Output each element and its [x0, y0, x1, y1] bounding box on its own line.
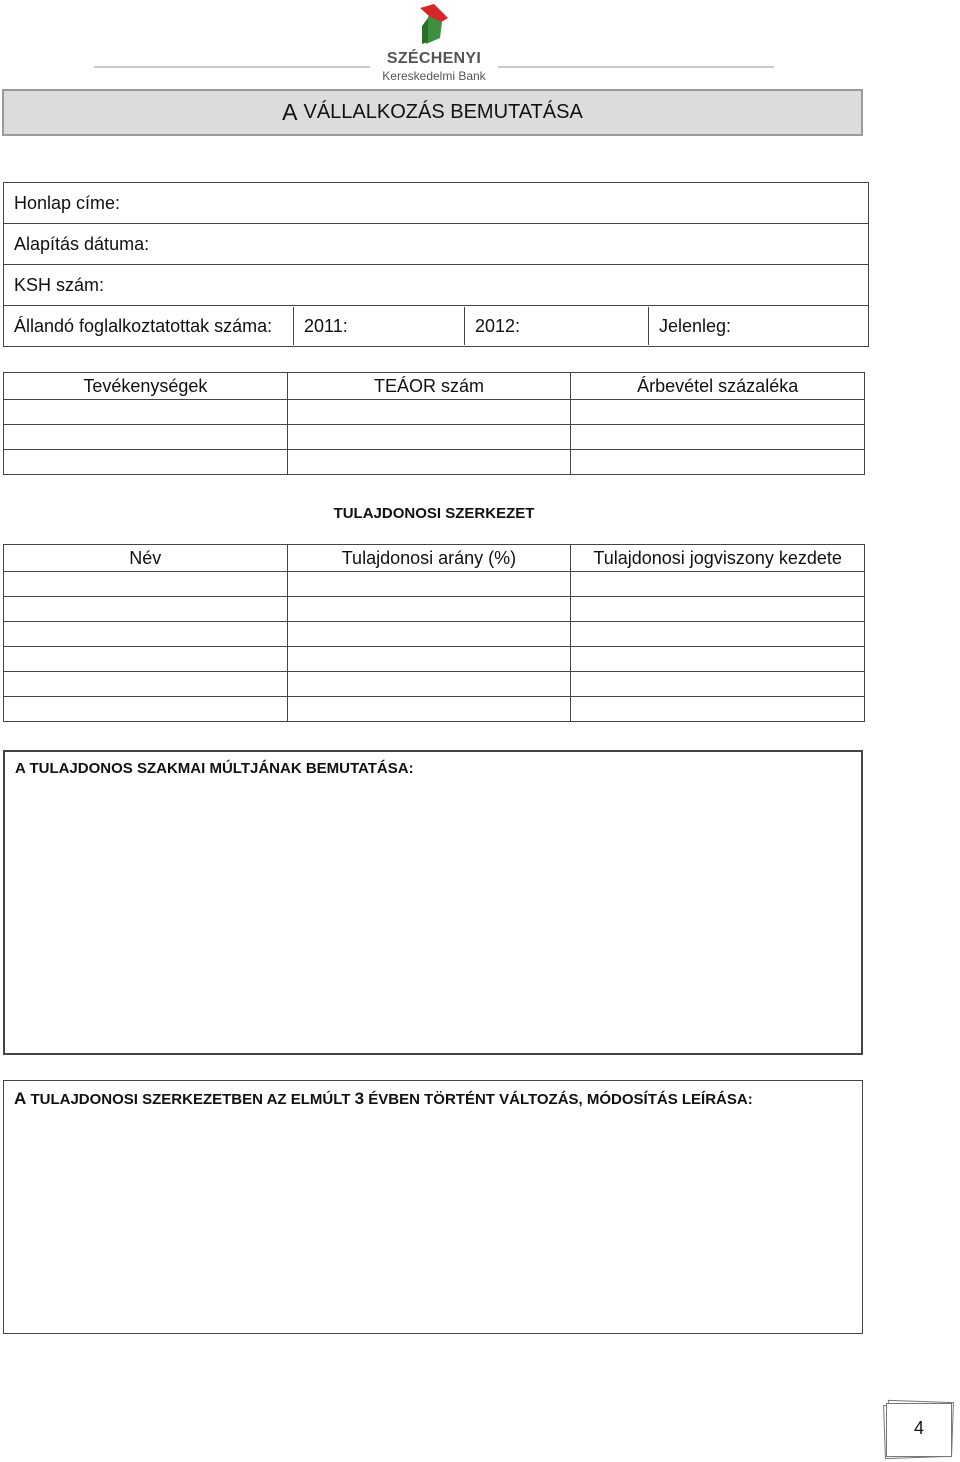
table-cell[interactable]: [287, 597, 571, 622]
table-cell[interactable]: [4, 425, 288, 450]
employees-current-field[interactable]: Jelenleg:: [659, 315, 732, 336]
table-header-row: [4, 545, 865, 572]
table-cell[interactable]: [287, 425, 571, 450]
page-title-rest: VÁLLALKOZÁS BEMUTATÁSA: [303, 101, 583, 123]
table-row: [4, 697, 865, 722]
column-header: TEÁOR szám: [287, 373, 571, 400]
founded-label: Alapítás dátuma:: [14, 233, 150, 254]
table-row: [4, 450, 865, 475]
column-header: Árbevétel százaléka: [571, 373, 865, 400]
table-cell[interactable]: [4, 622, 288, 647]
table-cell[interactable]: [287, 672, 571, 697]
owner-background-label: A TULAJDONOS SZAKMAI MÚLTJÁNAK BEMUTATÁSA:: [15, 760, 414, 777]
table-row: [4, 572, 865, 597]
table-cell[interactable]: [287, 647, 571, 672]
table-cell[interactable]: [571, 572, 865, 597]
header-rule-right: [498, 66, 774, 68]
table-cell[interactable]: [287, 697, 571, 722]
table-row: [4, 425, 865, 450]
page-title-initial: A: [282, 99, 298, 125]
ownership-table: [3, 544, 865, 722]
column-header: Tevékenységek: [4, 373, 288, 400]
ownership-changes-label-rest: ÉVBEN TÖRTÉNT VÁLTOZÁS, MÓDOSÍTÁS LEÍRÁSA:: [368, 1091, 753, 1108]
employees-label: Állandó foglalkoztatottak száma:: [4, 307, 294, 345]
table-cell[interactable]: [571, 400, 865, 425]
table-row: [4, 400, 865, 425]
ownership-changes-label-mid: TULAJDONOSI SZERKEZETBEN AZ ELMÚLT: [30, 1091, 351, 1108]
website-label: Honlap címe:: [14, 192, 121, 213]
page-title: [2, 89, 863, 136]
table-row: [4, 597, 865, 622]
table-cell[interactable]: [571, 450, 865, 475]
page-number: 4: [913, 1418, 924, 1438]
page-number-badge: [884, 1400, 954, 1458]
table-cell[interactable]: [4, 400, 288, 425]
brand-subtitle: Kereskedelmi Bank: [382, 69, 486, 83]
website-field[interactable]: [4, 183, 869, 224]
table-row: [4, 306, 869, 347]
logo-mark-icon: [382, 4, 486, 54]
table-row: [4, 647, 865, 672]
founded-field[interactable]: [4, 224, 869, 265]
table-cell[interactable]: [4, 697, 288, 722]
ownership-changes-label-number: 3: [354, 1089, 365, 1108]
column-header: Tulajdonosi arány (%): [287, 545, 571, 572]
table-cell[interactable]: [4, 647, 288, 672]
table-cell[interactable]: [571, 622, 865, 647]
table-cell[interactable]: [4, 572, 288, 597]
column-header: Név: [4, 545, 288, 572]
owner-background-box[interactable]: [3, 750, 863, 1055]
table-row: [4, 622, 865, 647]
ownership-changes-box[interactable]: [3, 1080, 863, 1334]
activities-table: [3, 372, 865, 475]
table-header-row: [4, 373, 865, 400]
header-rule-left: [94, 66, 370, 68]
table-cell[interactable]: [571, 647, 865, 672]
table-row: [4, 183, 869, 224]
table-cell[interactable]: [287, 400, 571, 425]
column-header: Tulajdonosi jogviszony kezdete: [571, 545, 865, 572]
table-cell[interactable]: [4, 597, 288, 622]
company-info-table: [3, 182, 869, 347]
table-cell[interactable]: [571, 425, 865, 450]
employees-row: [4, 306, 869, 347]
table-row: [4, 265, 869, 306]
ksh-label: KSH szám:: [14, 274, 105, 295]
ownership-section-title: TULAJDONOSI SZERKEZET: [333, 505, 535, 522]
ownership-changes-label: [14, 1089, 753, 1109]
table-cell[interactable]: [571, 672, 865, 697]
ksh-field[interactable]: [4, 265, 869, 306]
table-cell[interactable]: [287, 450, 571, 475]
employees-2011-field[interactable]: 2011:: [294, 307, 465, 345]
table-cell[interactable]: [571, 697, 865, 722]
table-cell[interactable]: [287, 572, 571, 597]
table-row: [4, 672, 865, 697]
table-cell[interactable]: [4, 672, 288, 697]
table-cell[interactable]: [4, 450, 288, 475]
table-cell[interactable]: [287, 622, 571, 647]
table-row: [4, 224, 869, 265]
ownership-changes-label-initial: A: [14, 1089, 27, 1108]
table-cell[interactable]: [571, 597, 865, 622]
brand-name: SZÉCHENYI: [386, 50, 482, 67]
employees-2012-field[interactable]: 2012:: [465, 307, 649, 345]
